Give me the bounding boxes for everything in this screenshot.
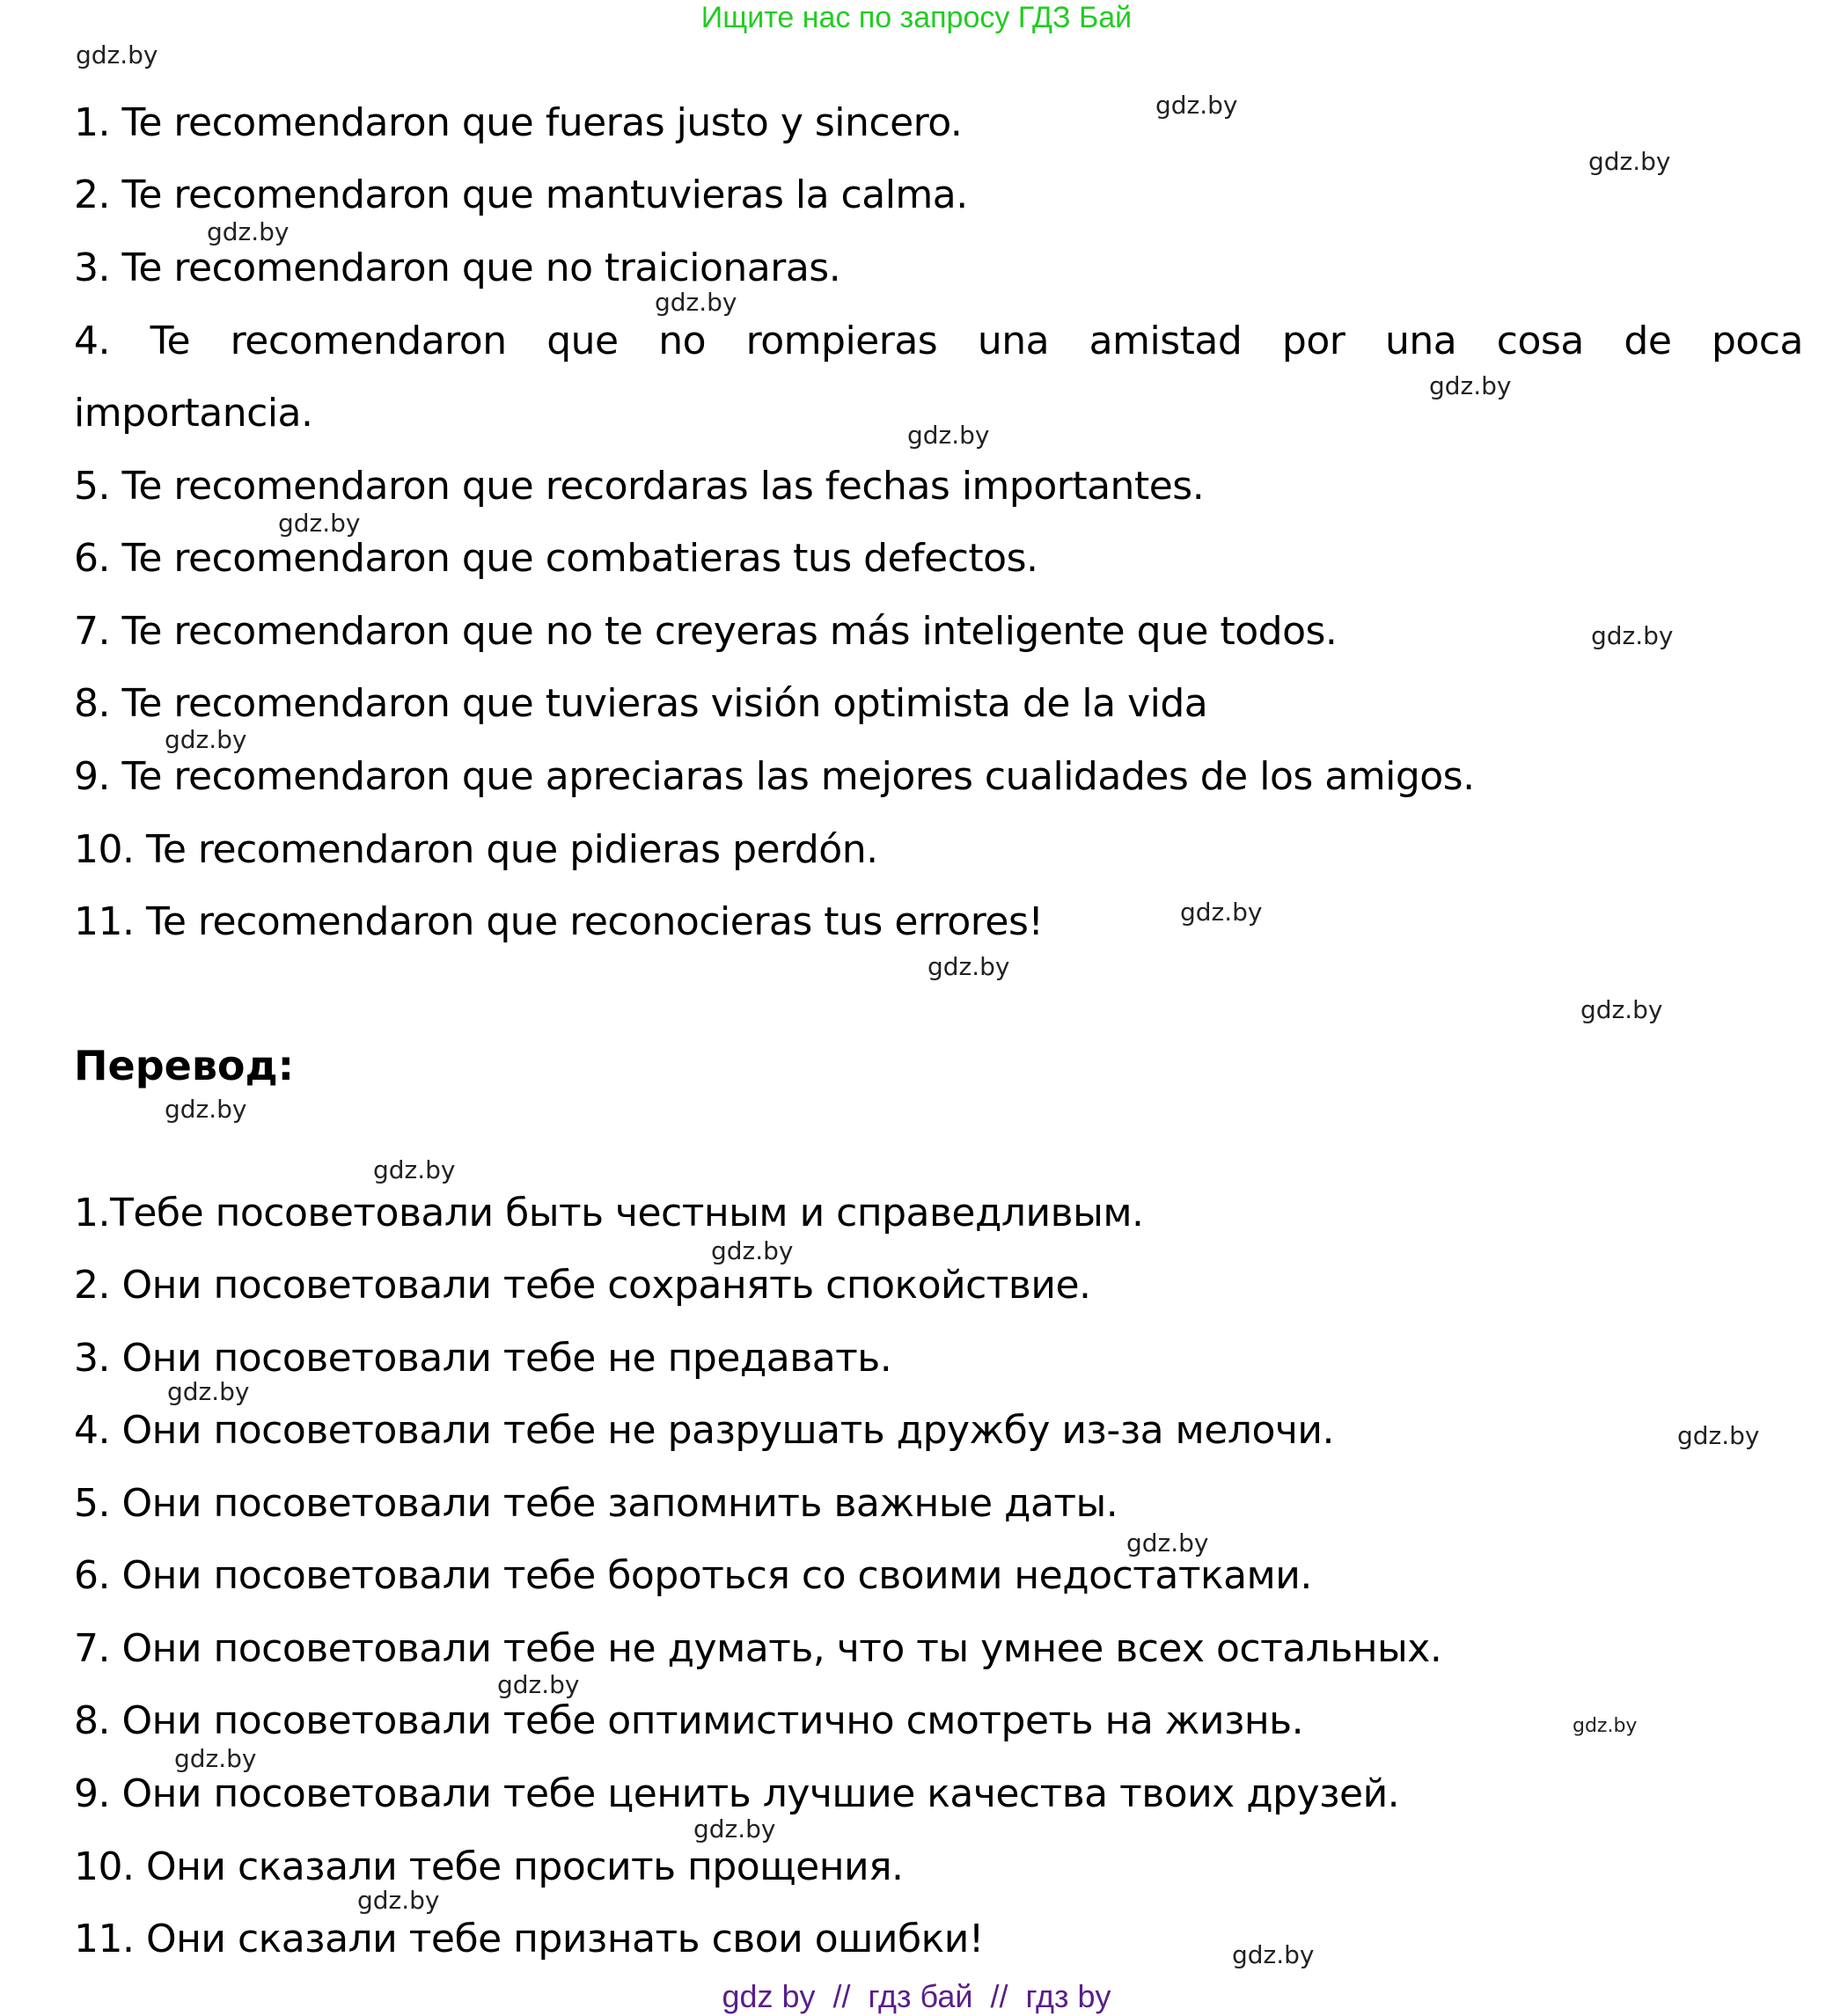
watermark: gdz.by — [1591, 621, 1674, 650]
watermark: gdz.by — [1155, 91, 1238, 120]
russian-line-9: 9. Они посоветовали тебе ценить лучшие качества твоих друзей. — [74, 1771, 1400, 1816]
russian-line-1: 1.Тебе посоветовали быть честным и справедливым. — [74, 1191, 1144, 1235]
spanish-line-5: 5. Te recomendaron que recordaras las fechas importantes. — [74, 464, 1205, 509]
russian-line-10: 10. Они сказали тебе просить прощения. — [74, 1844, 904, 1889]
spanish-line-4: 4. Te recomendaron que no rompieras una amistad por una cosa de poca — [74, 319, 1803, 363]
footer-brand: gdz by // гдз бай // гдз by — [722, 1978, 1111, 2014]
russian-line-7: 7. Они посоветовали тебе не думать, что ты умнее всех остальных. — [74, 1626, 1442, 1671]
search-banner: Ищите нас по запросу ГДЗ Бай — [700, 1, 1133, 34]
watermark: gdz.by — [207, 217, 290, 246]
watermark: gdz.by — [165, 725, 247, 754]
spanish-line-2: 2. Te recomendaron que mantuvieras la calma. — [74, 172, 968, 217]
watermark: gdz.by — [711, 1236, 794, 1265]
watermark: gdz.by — [278, 509, 361, 538]
watermark: gdz.by — [174, 1744, 257, 1773]
watermark: gdz.by — [927, 952, 1010, 981]
watermark: gdz.by — [655, 288, 737, 317]
spanish-line-8: 8. Te recomendaron que tuvieras visión optimista de la vida — [74, 681, 1208, 726]
watermark: gdz.by — [165, 1095, 247, 1124]
watermark: gdz.by — [497, 1670, 580, 1699]
watermark: gdz.by — [1573, 1715, 1638, 1737]
russian-line-3: 3. Они посоветовали тебе не предавать. — [74, 1336, 892, 1381]
russian-line-6: 6. Они посоветовали тебе бороться со своими недостатками. — [74, 1553, 1312, 1598]
spanish-line-6: 6. Te recomendaron que combatieras tus defectos. — [74, 536, 1038, 581]
watermark: gdz.by — [76, 40, 158, 70]
russian-line-4: 4. Они посоветовали тебе не разрушать дружбу из-за мелочи. — [74, 1408, 1334, 1453]
russian-line-2: 2. Они посоветовали тебе сохранять спокойствие. — [74, 1263, 1091, 1308]
russian-line-8: 8. Они посоветовали тебе оптимистично смотреть на жизнь. — [74, 1698, 1304, 1743]
spanish-line-9: 9. Te recomendaron que apreciaras las mejores cualidades de los amigos. — [74, 754, 1475, 799]
translation-heading: Перевод: — [74, 1042, 295, 1089]
watermark: gdz.by — [693, 1814, 776, 1844]
spanish-line-11: 11. Te recomendaron que reconocieras tus errores! — [74, 899, 1044, 944]
watermark: gdz.by — [1588, 147, 1671, 176]
spanish-line-3: 3. Te recomendaron que no traicionaras. — [74, 246, 841, 290]
watermark: gdz.by — [907, 421, 990, 450]
spanish-line-4-continued: importancia. — [74, 391, 313, 436]
watermark: gdz.by — [1232, 1940, 1315, 1969]
russian-line-11: 11. Они сказали тебе признать свои ошибки! — [74, 1917, 984, 1961]
watermark: gdz.by — [1126, 1528, 1209, 1558]
watermark: gdz.by — [357, 1886, 440, 1915]
watermark: gdz.by — [1180, 898, 1263, 927]
spanish-line-1: 1. Te recomendaron que fueras justo y sincero. — [74, 100, 963, 145]
watermark: gdz.by — [167, 1377, 250, 1406]
spanish-line-7: 7. Te recomendaron que no te creyeras más inteligente que todos. — [74, 609, 1338, 654]
russian-line-5: 5. Они посоветовали тебе запомнить важные даты. — [74, 1481, 1118, 1526]
watermark: gdz.by — [373, 1155, 456, 1184]
watermark: gdz.by — [1580, 995, 1663, 1024]
watermark: gdz.by — [1677, 1421, 1760, 1450]
spanish-line-10: 10. Te recomendaron que pidieras perdón. — [74, 827, 878, 872]
watermark: gdz.by — [1429, 371, 1512, 400]
